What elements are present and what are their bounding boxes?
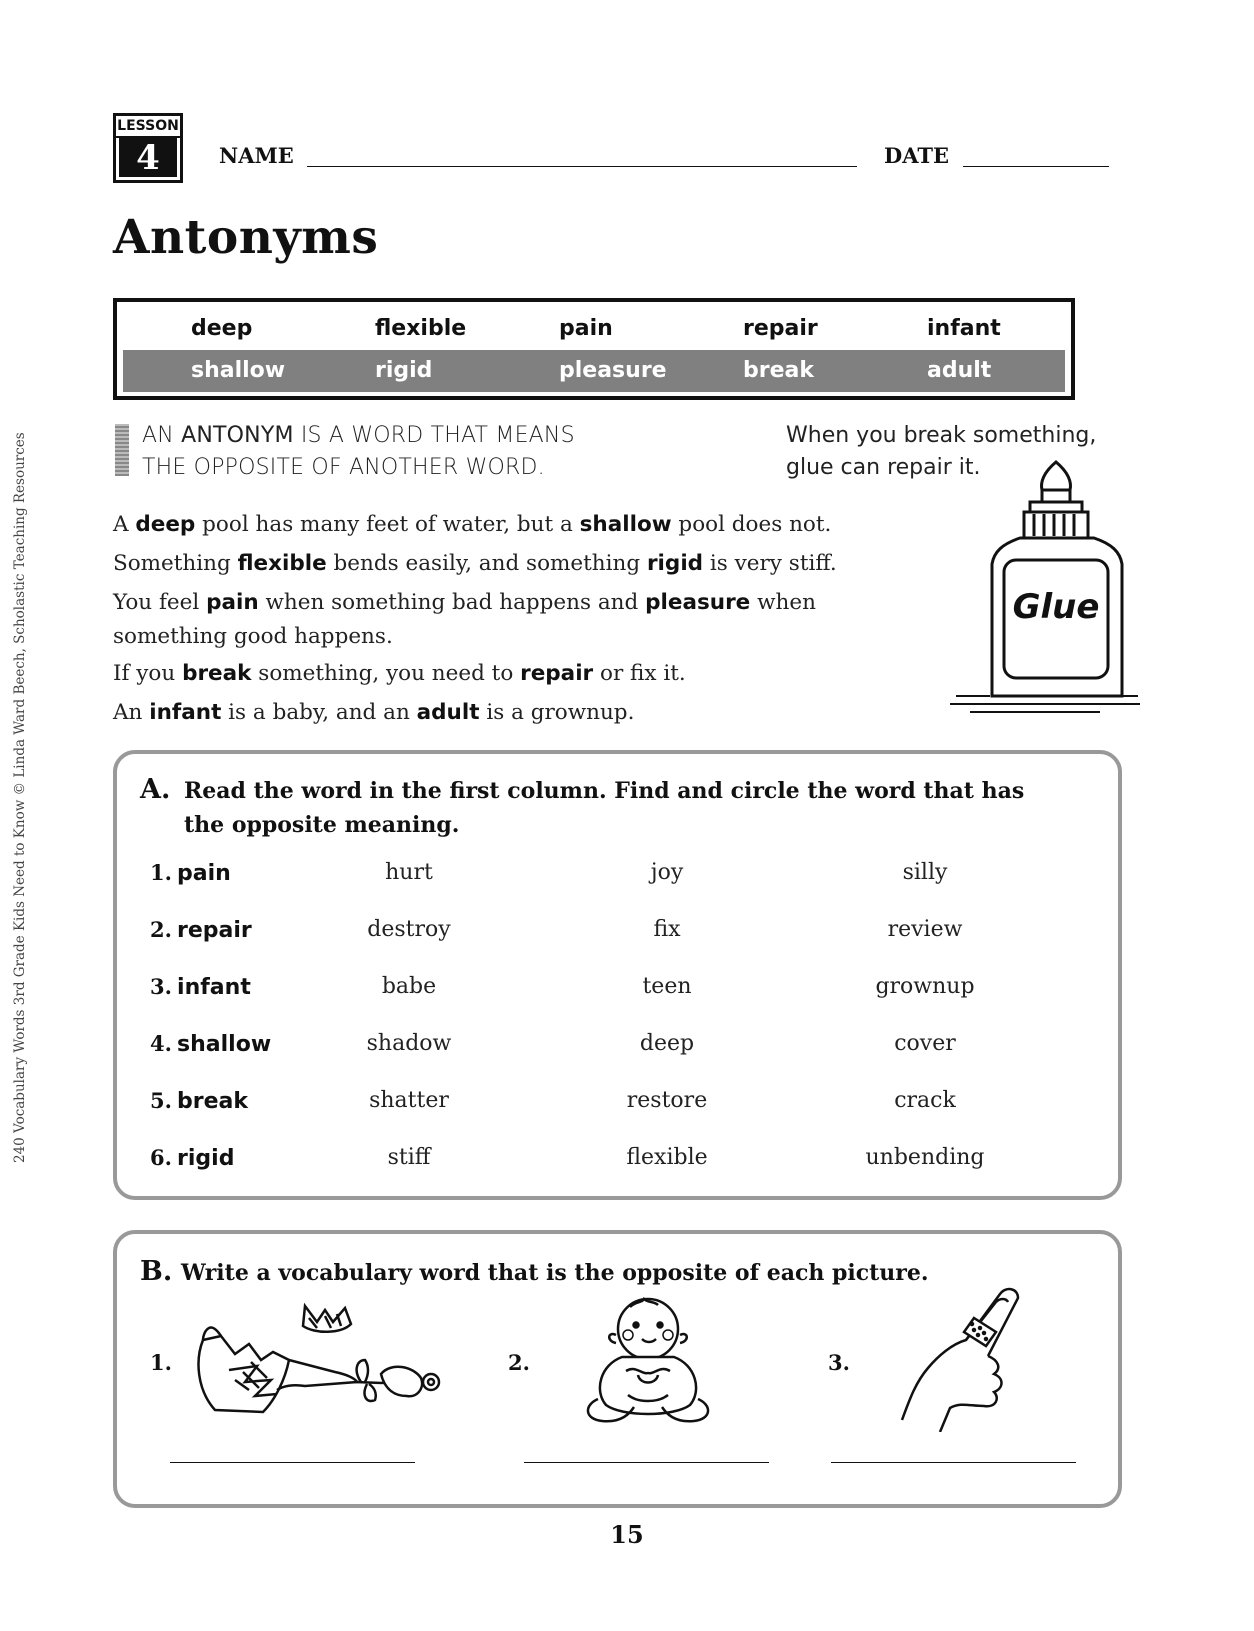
page-title: Antonyms — [113, 210, 379, 265]
word-row-bottom — [123, 350, 1065, 392]
answer-option[interactable]: babe — [381, 974, 437, 999]
page-number: 15 — [610, 1520, 644, 1549]
sentence-keyword: shallow — [579, 512, 672, 537]
picture-number: 2. — [508, 1350, 530, 1375]
definition-keyword: ANTONYM — [181, 423, 294, 448]
sidebar-credit: 240 Vocabulary Words 3rd Grade Kids Need to Know © Linda Ward Beech, Scholastic Teaching Resources — [12, 432, 28, 1163]
definition-bar — [115, 424, 129, 476]
vocabulary-word-box — [113, 298, 1075, 400]
antonym-definition — [142, 420, 575, 484]
question-number: 1. — [150, 860, 172, 885]
answer-option[interactable]: joy — [650, 860, 684, 885]
section-b-letter: B. — [140, 1256, 173, 1287]
sentence-line — [113, 586, 816, 620]
sentence-keyword: flexible — [237, 551, 327, 576]
answer-option[interactable]: fix — [653, 917, 681, 942]
sentence-keyword: pleasure — [645, 590, 751, 615]
vocab-word: pleasure — [559, 358, 667, 383]
sentence-text: when something bad happens and — [258, 590, 646, 615]
caption-keyword: break — [903, 423, 966, 448]
sentence-keyword: pain — [206, 590, 259, 615]
answer-option[interactable]: review — [887, 917, 963, 942]
question-number: 2. — [150, 917, 172, 942]
question-row — [150, 860, 231, 886]
name-label: NAME — [219, 143, 294, 168]
sentence-text: is a grownup. — [479, 700, 635, 725]
vocab-word: deep — [191, 316, 253, 341]
sentence-text: bends easily, and something — [326, 551, 647, 576]
answer-option[interactable]: deep — [639, 1031, 695, 1056]
vocab-word: rigid — [375, 358, 433, 383]
sentence-text: Something — [113, 551, 238, 576]
lesson-label: LESSON — [116, 116, 180, 138]
vocab-word: repair — [743, 316, 818, 341]
vocab-word: break — [743, 358, 814, 383]
definition-text: IS A WORD THAT MEANS — [293, 423, 575, 448]
answer-option[interactable]: crack — [894, 1088, 956, 1113]
sentence-text: is very stiff. — [703, 551, 837, 576]
question-number: 5. — [150, 1088, 172, 1113]
question-word: repair — [177, 918, 252, 943]
vocab-word: flexible — [375, 316, 467, 341]
answer-option[interactable]: shatter — [369, 1088, 449, 1113]
sentence-line — [113, 508, 831, 542]
answer-option[interactable]: cover — [894, 1031, 956, 1056]
sentence-text: If you — [113, 661, 183, 686]
question-number: 4. — [150, 1031, 172, 1056]
answer-line-2[interactable] — [524, 1462, 769, 1463]
answer-option[interactable]: teen — [642, 974, 692, 999]
definition-text: AN — [142, 423, 182, 448]
instruction-line: the opposite meaning. — [184, 812, 460, 838]
sentence-line — [113, 547, 837, 581]
question-row — [150, 974, 251, 1000]
sentence-text: is a baby, and an — [221, 700, 417, 725]
date-line[interactable] — [963, 166, 1109, 167]
question-word: shallow — [177, 1032, 272, 1057]
glue-bottle-label: Glue — [1012, 587, 1100, 627]
sentence-keyword: deep — [135, 512, 196, 537]
question-word: pain — [177, 861, 231, 886]
section-a-instruction — [184, 774, 1104, 842]
sentence-text: pool has many feet of water, but a — [195, 512, 580, 537]
sentence-keyword: repair — [520, 661, 594, 686]
answer-option[interactable]: stiff — [387, 1145, 431, 1170]
sentence-line — [113, 657, 686, 691]
sentence-text: when — [750, 590, 816, 615]
answer-option[interactable]: restore — [626, 1088, 708, 1113]
sentence-line — [113, 696, 634, 730]
picture-number: 1. — [150, 1350, 172, 1375]
picture-number: 3. — [828, 1350, 850, 1375]
vocab-word: pain — [559, 316, 613, 341]
question-word: break — [177, 1089, 249, 1114]
word-row-top — [123, 308, 1065, 350]
section-b-instruction: Write a vocabulary word that is the opposite of each picture. — [181, 1260, 929, 1286]
question-number: 3. — [150, 974, 172, 999]
vocab-word: shallow — [191, 358, 286, 383]
baby-icon — [578, 1295, 718, 1430]
sentence-text: something, you need to — [251, 661, 521, 686]
question-word: rigid — [177, 1146, 235, 1171]
lesson-number: 4 — [119, 138, 177, 177]
answer-option[interactable]: destroy — [367, 917, 451, 942]
sentence-keyword: adult — [416, 700, 480, 725]
question-word: infant — [177, 975, 251, 1000]
answer-option[interactable]: hurt — [385, 860, 433, 885]
sentence-text: You feel — [113, 590, 207, 615]
answer-line-3[interactable] — [831, 1462, 1076, 1463]
sentence-text: An — [113, 700, 150, 725]
question-number: 6. — [150, 1145, 172, 1170]
answer-option[interactable]: flexible — [626, 1145, 708, 1170]
section-a-letter: A. — [140, 774, 171, 805]
question-row — [150, 1031, 271, 1057]
question-row — [150, 1145, 234, 1171]
caption-text: it. — [951, 455, 981, 480]
broken-vase-icon — [185, 1300, 445, 1425]
sentence-line: something good happens. — [113, 624, 393, 649]
sentence-keyword: infant — [149, 700, 222, 725]
answer-option[interactable]: silly — [902, 860, 948, 885]
answer-option[interactable]: unbending — [865, 1145, 985, 1170]
caption-keyword: repair — [887, 455, 952, 480]
sentence-text: or fix it. — [593, 661, 686, 686]
vocab-word: infant — [927, 316, 1001, 341]
question-row — [150, 1088, 248, 1114]
bandaged-finger-icon — [900, 1282, 1030, 1432]
caption-text: something, — [965, 423, 1097, 448]
lesson-badge — [113, 113, 183, 183]
answer-line-1[interactable] — [170, 1462, 415, 1463]
instruction-line: Read the word in the first column. Find and circle the word that has — [184, 778, 1025, 804]
answer-option[interactable]: grownup — [875, 974, 975, 999]
date-label: DATE — [884, 143, 949, 168]
name-line[interactable] — [307, 166, 857, 167]
definition-text: THE OPPOSITE OF ANOTHER WORD. — [142, 455, 545, 480]
answer-option[interactable]: shadow — [366, 1031, 452, 1056]
sentence-keyword: rigid — [646, 551, 704, 576]
sentence-text: pool does not. — [671, 512, 832, 537]
caption-text: glue can — [786, 455, 888, 480]
sentence-text: A — [113, 512, 136, 537]
vocab-word: adult — [927, 358, 992, 383]
caption-text: When you — [786, 423, 904, 448]
glue-bottle-icon — [950, 460, 1140, 735]
sentence-keyword: break — [182, 661, 252, 686]
question-row — [150, 917, 252, 943]
